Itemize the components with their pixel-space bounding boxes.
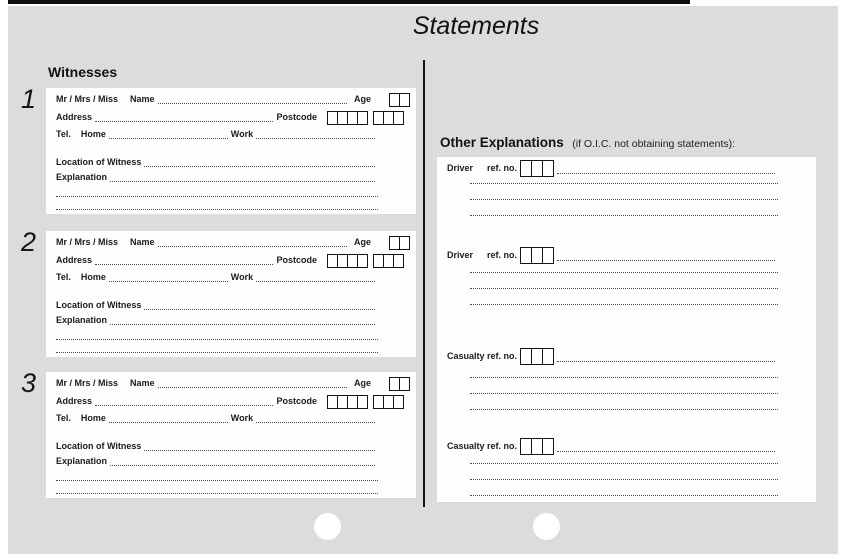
casualty-statement-section: [437, 347, 816, 410]
continuation-row: [46, 198, 416, 213]
address-label: Address: [56, 112, 93, 122]
witness-block: [21, 227, 416, 357]
name-label: Name: [130, 378, 155, 388]
home-fill-line: [109, 281, 228, 282]
statement-fill-line: [470, 378, 778, 394]
address-row: [46, 394, 416, 409]
explanation-label: Explanation: [56, 315, 108, 325]
salutation-label: Mr / Mrs / Miss: [56, 378, 119, 388]
explanation-label: Explanation: [56, 456, 108, 466]
continuation-fill-line: [56, 339, 378, 340]
salutation-label: Mr / Mrs / Miss: [56, 94, 119, 104]
telephone-row: [46, 127, 416, 142]
age-cells: [389, 377, 410, 391]
ref-no-cells: [520, 438, 554, 455]
statement-fill-line: [557, 451, 775, 452]
explanation-row: [46, 454, 416, 469]
statement-fill-line: [470, 200, 778, 216]
casualty-label: Casualty: [447, 351, 485, 361]
address-fill-line: [95, 405, 273, 406]
postcode-cells-outward: [327, 254, 368, 268]
statement-fill-line: [557, 260, 775, 261]
continuation-fill-line: [56, 493, 378, 494]
ref-no-row: [447, 437, 778, 456]
work-label: Work: [230, 129, 254, 139]
statement-fill-line: [470, 273, 778, 289]
salutation-label: Mr / Mrs / Miss: [56, 237, 119, 247]
name-row: [46, 376, 416, 391]
telephone-row: [46, 270, 416, 285]
witness-number: 2: [21, 227, 37, 257]
statement-fill-line: [470, 265, 778, 273]
statement-fill-line: [470, 289, 778, 305]
postcode-label: Postcode: [276, 396, 317, 406]
home-label: Home: [80, 413, 106, 423]
ref-no-label: ref. no.: [487, 250, 518, 260]
other-explanations-title: Other Explanations: [440, 135, 564, 150]
witness-number: 3: [21, 368, 37, 398]
postcode-cells-inward: [373, 254, 404, 268]
name-fill-line: [158, 103, 347, 104]
address-fill-line: [95, 264, 273, 265]
name-label: Name: [130, 237, 155, 247]
driver-label: Driver: [447, 250, 474, 260]
name-fill-line: [158, 246, 347, 247]
witness-form-panel: [46, 372, 416, 498]
age-label: Age: [353, 94, 371, 104]
home-fill-line: [109, 138, 228, 139]
postcode-cells-outward: [327, 111, 368, 125]
witness-block: [21, 84, 416, 214]
ref-no-cells: [520, 160, 554, 177]
page-title: Statements: [412, 12, 540, 40]
name-row: [46, 235, 416, 250]
location-label: Location of Witness: [56, 157, 142, 167]
postcode-cells-inward: [373, 111, 404, 125]
column-divider: [423, 60, 425, 507]
statement-fill-line: [470, 184, 778, 200]
statement-fill-line: [557, 173, 775, 174]
ref-no-label: ref. no.: [487, 163, 518, 173]
continuation-fill-line: [56, 352, 378, 353]
telephone-row: [46, 411, 416, 426]
age-label: Age: [353, 378, 371, 388]
ref-no-label: ref. no.: [487, 351, 518, 361]
witness-form-panel: [46, 231, 416, 357]
location-fill-line: [144, 450, 375, 451]
ref-no-row: [447, 246, 778, 265]
punch-hole: [533, 513, 560, 540]
ref-no-row: [447, 347, 778, 366]
continuation-fill-line: [56, 480, 378, 481]
explanation-label: Explanation: [56, 172, 108, 182]
age-cells: [389, 93, 410, 107]
tel-label: Tel.: [56, 413, 71, 423]
location-label: Location of Witness: [56, 300, 142, 310]
work-label: Work: [230, 413, 254, 423]
other-explanations-note: (if O.I.C. not obtaining statements):: [572, 138, 736, 150]
work-fill-line: [256, 422, 375, 423]
age-cells: [389, 236, 410, 250]
address-label: Address: [56, 255, 93, 265]
statement-fill-line: [470, 480, 778, 496]
statement-fill-line: [470, 366, 778, 378]
casualty-statement-section: [437, 437, 816, 496]
statement-fill-line: [470, 394, 778, 410]
statement-fill-line: [470, 456, 778, 464]
continuation-row: [46, 482, 416, 497]
scan-edge-bar: [8, 0, 690, 4]
work-fill-line: [256, 138, 375, 139]
witnesses-heading: Witnesses: [48, 64, 118, 80]
work-fill-line: [256, 281, 375, 282]
explanation-fill-line: [110, 465, 375, 466]
name-row: [46, 92, 416, 107]
location-row: [46, 439, 416, 454]
work-label: Work: [230, 272, 254, 282]
ref-no-cells: [520, 247, 554, 264]
name-fill-line: [158, 387, 347, 388]
postcode-label: Postcode: [276, 255, 317, 265]
continuation-fill-line: [56, 209, 378, 210]
location-fill-line: [144, 166, 375, 167]
statement-fill-line: [470, 464, 778, 480]
explanation-fill-line: [110, 324, 375, 325]
postcode-label: Postcode: [276, 112, 317, 122]
address-row: [46, 253, 416, 268]
name-label: Name: [130, 94, 155, 104]
location-row: [46, 298, 416, 313]
driver-statement-section: [437, 246, 816, 305]
explanation-fill-line: [110, 181, 375, 182]
tel-label: Tel.: [56, 129, 71, 139]
driver-statement-section: [437, 159, 816, 216]
location-row: [46, 155, 416, 170]
ref-no-row: [447, 159, 778, 178]
location-label: Location of Witness: [56, 441, 142, 451]
driver-label: Driver: [447, 163, 474, 173]
postcode-cells-outward: [327, 395, 368, 409]
ref-no-cells: [520, 348, 554, 365]
address-fill-line: [95, 121, 273, 122]
home-fill-line: [109, 422, 228, 423]
home-label: Home: [80, 129, 106, 139]
other-explanations-heading: [440, 134, 735, 152]
continuation-fill-line: [56, 196, 378, 197]
continuation-row: [46, 341, 416, 356]
home-label: Home: [80, 272, 106, 282]
location-fill-line: [144, 309, 375, 310]
explanation-row: [46, 170, 416, 185]
postcode-cells-inward: [373, 395, 404, 409]
address-row: [46, 110, 416, 125]
other-explanations-panel: [437, 157, 816, 502]
witness-form-panel: [46, 88, 416, 214]
form-sheet: [8, 6, 838, 554]
punch-hole: [314, 513, 341, 540]
age-label: Age: [353, 237, 371, 247]
witness-block: [21, 368, 416, 498]
address-label: Address: [56, 396, 93, 406]
explanation-row: [46, 313, 416, 328]
tel-label: Tel.: [56, 272, 71, 282]
statement-fill-line: [557, 361, 775, 362]
casualty-label: Casualty: [447, 441, 485, 451]
witness-number: 1: [21, 84, 37, 114]
ref-no-label: ref. no.: [487, 441, 518, 451]
